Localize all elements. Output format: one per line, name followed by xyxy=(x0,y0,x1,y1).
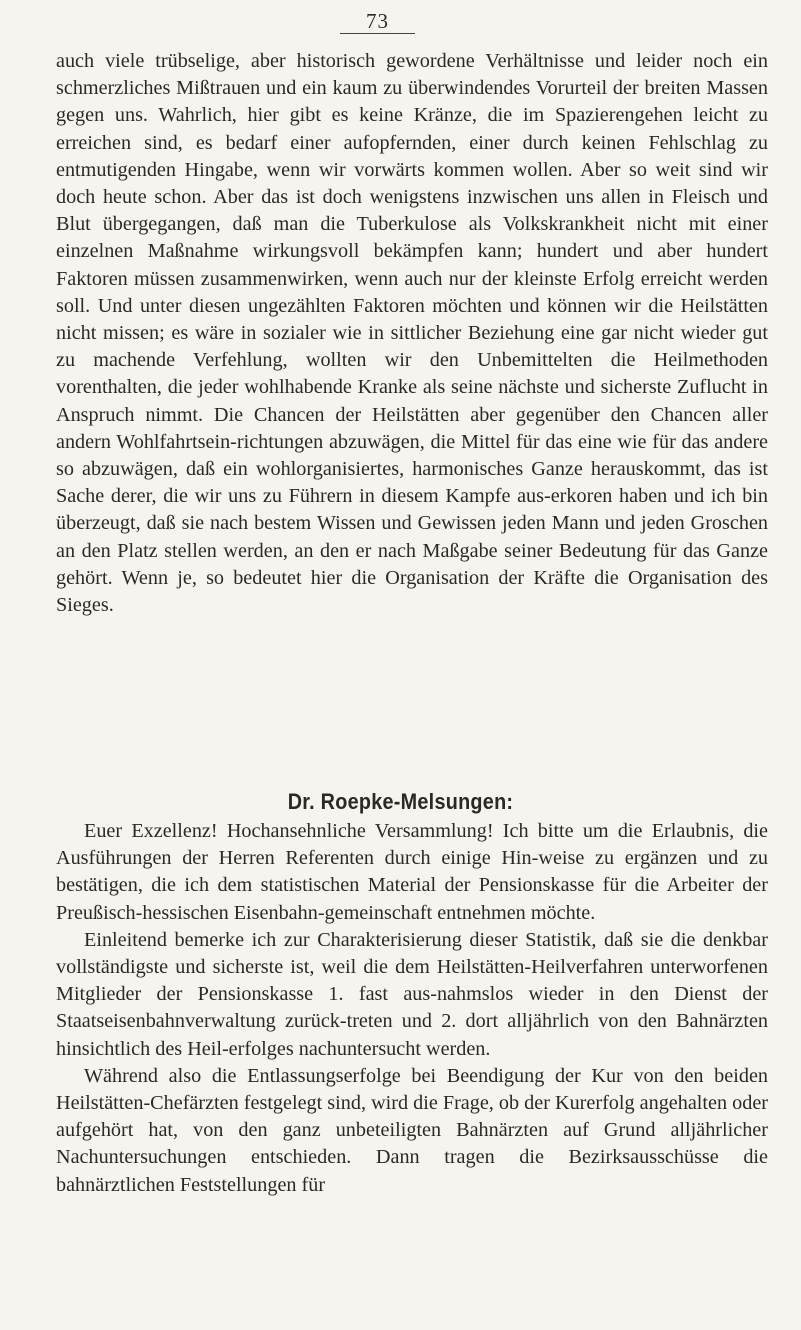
paragraph: Während also die Entlassungserfolge bei Beendigung der Kur von den beiden Heilstätten-Chefärzten festgelegt sind, wird die Frage, ob der Kurerfolg angehalten oder aufgehört hat, von den ganz unbeteiligten Bahnärzten auf Grund alljährlicher Nachuntersuchungen entschieden. Dann tragen die Bezirksausschüsse die bahnärztlichen Feststellungen für xyxy=(56,1064,768,1196)
paragraph: auch viele trübselige, aber historisch gewordene Verhältnisse und leider noch ein schmerzliches Mißtrauen und ein kaum zu überwindendes Vorurteil der breiten Massen gegen uns. Wahrlich, hier gibt es keine Kränze, die im Spazierengehen leicht zu erreichen sind, es bedarf einer aufopfernden, einer durch keinen Fehlschlag zu entmutigenden Hingabe, wenn wir vorwärts kommen wollen. Aber so weit sind wir doch heute schon. Aber das ist doch wenigstens inzwischen uns allen in Fleisch und Blut übergegangen, daß man die Tuberkulose als Volkskrankheit nicht mit einer einzelnen Maßnahme wirkungsvoll bekämpfen kann; hundert und aber hundert Faktoren müssen zusammenwirken, wenn auch nur der kleinste Erfolg erreicht werden soll. Und unter diesen ungezählten Faktoren möchten und können wir die Heilstätten nicht missen; es wäre in sozialer wie in sittlicher Beziehung eine gar nicht wieder gut zu machende Verfehlung, wollten wir den Unbemittelten die Heilmethoden vorenthalten, die jeder wohlhabende Kranke als seine nächste und sicherste Zuflucht in Anspruch nimmt. Die Chancen der Heilstätten aber gegenüber den Chancen aller andern Wohlfahrtsein-richtungen abzuwägen, die Mittel für das eine wie für das andere so abzuwägen, daß ein wohlorganisiertes, harmonisches Ganze herauskommt, das ist Sache derer, die wir uns zu Führern in diesem Kampfe aus-erkoren haben und ich bin überzeugt, daß sie nach bestem Wissen und Gewissen jeden Mann und jeden Groschen an den Platz stellen werden, an den er nach Maßgabe seiner Bedeutung für das Ganze gehört. Wenn je, so bedeutet hier die Organisation der Kräfte die Organisation des Sieges. xyxy=(56,50,768,617)
speaker-heading: Dr. Roepke-Melsungen: xyxy=(287,789,514,814)
body-text-section-2 xyxy=(56,818,768,1199)
paragraph: Euer Exzellenz! Hochansehnliche Versammlung! Ich bitte um die Erlaubnis, die Ausführungen der Herren Referenten durch einige Hin-weise zu ergänzen und zu bestätigen, die ich dem statistischen Material der Pensionskasse für die Arbeiter der Preußisch-hessischen Eisenbahn-gemeinschaft entnehmen möchte. xyxy=(56,820,768,924)
body-text-section-1 xyxy=(56,48,768,619)
paragraph: Einleitend bemerke ich zur Charakterisierung dieser Statistik, daß sie die denkbar vollständigste und sicherste ist, weil die dem Heilstätten-Heilverfahren unterworfenen Mitglieder der Pensionskasse 1. fast aus-nahmslos wieder in den Dienst der Staatseisenbahnverwaltung zurück-treten und 2. dort alljährlich von den Bahnärzten hinsichtlich des Heil-erfolges nachuntersucht werden. xyxy=(56,928,768,1060)
page-number: 73 xyxy=(340,10,415,34)
